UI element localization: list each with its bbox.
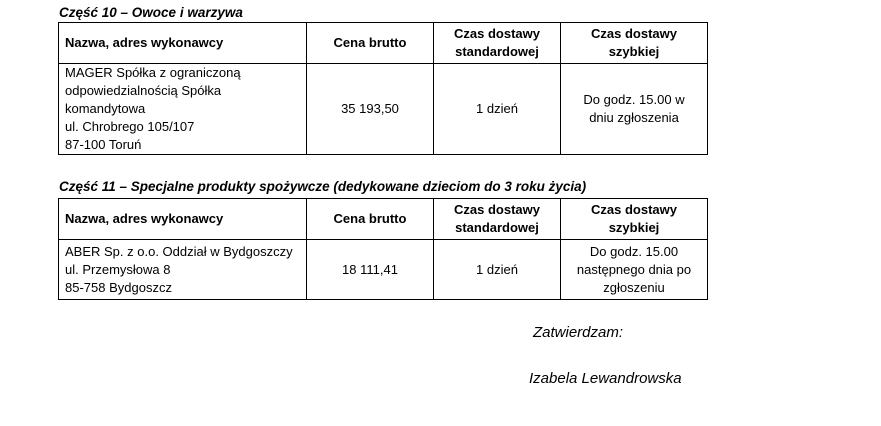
column-header-fast-delivery: Czas dostawy szybkiej xyxy=(561,23,708,64)
price-cell: 35 193,50 xyxy=(307,64,434,155)
contractor-cell: MAGER Spółka z ograniczoną odpowiedzialnością Spółka komandytowa ul. Chrobrego 105/107 87-100 Toruń xyxy=(59,64,307,155)
contractor-cell: ABER Sp. z o.o. Oddział w Bydgoszczy ul. Przemysłowa 8 85-758 Bydgoszcz xyxy=(59,240,307,300)
standard-delivery-cell: 1 dzień xyxy=(434,240,561,300)
fast-delivery-cell: Do godz. 15.00 w dniu zgłoszenia xyxy=(561,64,708,155)
column-header-contractor: Nazwa, adres wykonawcy xyxy=(59,23,307,64)
fast-delivery-cell: Do godz. 15.00 następnego dnia po zgłoszeniu xyxy=(561,240,708,300)
section-10-heading: Część 10 – Owoce i warzywa xyxy=(59,5,243,20)
section-11-table xyxy=(58,198,708,300)
approval-label: Zatwierdzam: xyxy=(533,324,624,341)
price-cell: 18 111,41 xyxy=(307,240,434,300)
signatory-name: Izabela Lewandrowska xyxy=(529,370,682,387)
table-header-row xyxy=(59,23,708,64)
column-header-standard-delivery: Czas dostawy standardowej xyxy=(434,199,561,240)
column-header-contractor: Nazwa, adres wykonawcy xyxy=(59,199,307,240)
section-10-table xyxy=(58,22,708,155)
table-row xyxy=(59,64,708,155)
section-11-heading: Część 11 – Specjalne produkty spożywcze (dedykowane dzieciom do 3 roku życia) xyxy=(59,179,587,194)
column-header-fast-delivery: Czas dostawy szybkiej xyxy=(561,199,708,240)
column-header-price: Cena brutto xyxy=(307,199,434,240)
column-header-standard-delivery: Czas dostawy standardowej xyxy=(434,23,561,64)
table-header-row xyxy=(59,199,708,240)
column-header-price: Cena brutto xyxy=(307,23,434,64)
table-row xyxy=(59,240,708,300)
standard-delivery-cell: 1 dzień xyxy=(434,64,561,155)
